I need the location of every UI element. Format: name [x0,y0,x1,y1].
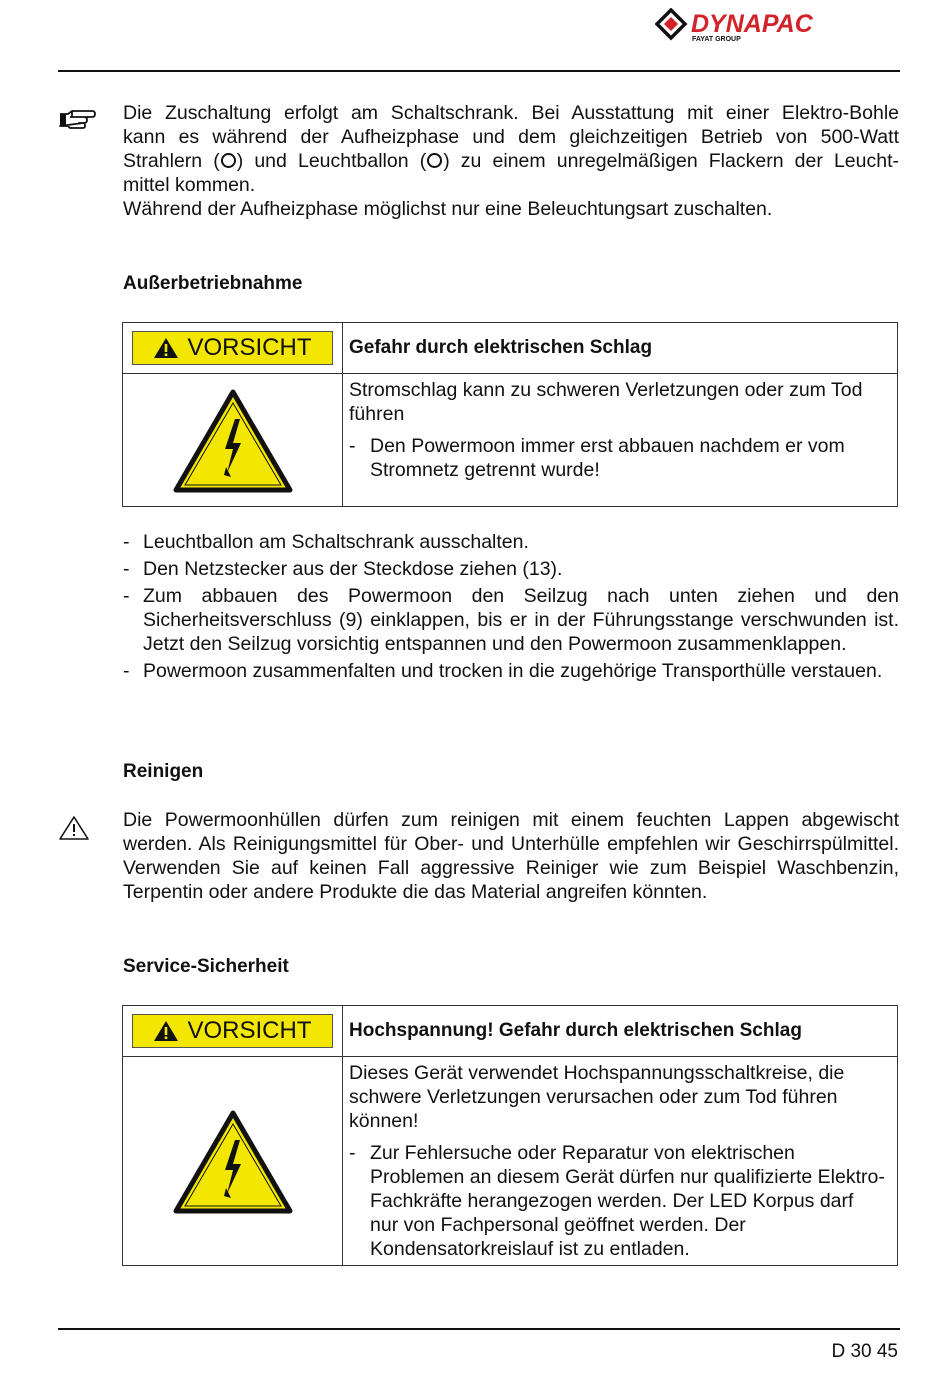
dynapac-logo [655,8,905,44]
dash: - [123,558,130,580]
fayat-diamond-icon [657,10,685,38]
warning-text: Stromschlag kann zu schweren Verletzungen oder zum Tod führen [349,379,863,425]
circle-symbol-icon [221,153,236,168]
caution-label [132,1014,333,1048]
dash: - [123,531,130,553]
caution-label [132,331,333,365]
section-heading-ausserbetriebnahme: Außerbetriebnahme [123,273,303,294]
brand-name: DYNAPAC [691,10,813,38]
high-voltage-icon [173,389,293,493]
intro-line: Während der Aufheizphase möglichst nur eine Beleuchtungsart zuschalten. [123,198,773,220]
warning-text: Dieses Gerät verwendet Hochspannungsschaltkreise, die schwere Verletzungen verursachen oder zum Tod führen können! [349,1062,845,1132]
high-voltage-icon [173,1110,293,1214]
list-item-text: Leuchtballon am Schaltschrank ausschalten. [143,531,529,553]
list-item-text: Den Netzstecker aus der Steckdose ziehen (13). [143,558,563,580]
caution-label-text: VORSICHT [187,334,312,361]
list-item [123,530,899,554]
warning-triangle-icon [153,337,179,359]
dash: - [349,435,356,457]
footer-rule [58,1328,900,1330]
intro-line3-c: ) zu einem unregelmäßigen Flackern der Leucht- [443,150,899,172]
intro-line: kann es während der Aufheizphase und dem gleichzeitigen Betrieb von 500-Watt [123,126,899,148]
shutdown-steps-list [123,530,899,686]
header-rule [58,70,900,72]
page-id: D 30 45 [831,1341,898,1362]
warning-title: Gefahr durch elektrischen Schlag [349,337,653,358]
warning-box-electric-shock [122,322,898,507]
list-item [123,584,899,656]
pointing-hand-icon [58,106,96,130]
warning-triangle-icon [153,1020,179,1042]
dash: - [123,585,130,607]
warning-box-high-voltage [122,1005,898,1266]
list-item-text: Powermoon zusammenfalten und trocken in die zugehörige Transporthülle verstauen. [143,660,883,682]
cleaning-paragraph: Die Powermoonhüllen dürfen zum reinigen mit einem feuchten Lappen abgewischt werden. Als Reinigungsmittel für Ober- und Unterhülle empfehlen wir Geschirrspülmittel. Verwenden Sie auf keinen Fall aggressive Reiniger wie zum Beispiel Waschbenzin, Terpentin oder andere Produkte die das Material angreifen könnten. [123,809,899,903]
warning-instruction [349,434,887,482]
intro-line: mittel kommen. [123,174,256,196]
intro-line [123,149,899,173]
list-item-text: Zum abbauen des Powermoon den Seilzug nach unten ziehen und den Sicherheitsverschluss (9) einklappen, bis er in der Führungsstange verschwunden ist. Jetzt den Seilzug vorsichtig entspannen und den Powermoon zusammenklappen. [143,585,899,655]
warning-instruction [349,1141,887,1261]
section-heading-service-sicherheit: Service-Sicherheit [123,956,289,977]
circle-symbol-icon [427,153,442,168]
warning-instruction-text: Den Powermoon immer erst abbauen nachdem er vom Stromnetz getrennt wurde! [370,435,845,481]
intro-line3-a: Strahlern ( [123,150,220,172]
intro-paragraph [123,101,899,221]
dash: - [123,660,130,682]
section-heading-reinigen: Reinigen [123,761,204,782]
intro-line3-b: ) und Leuchtballon ( [236,150,427,172]
caution-label-text: VORSICHT [187,1017,312,1044]
warning-instruction-text: Zur Fehlersuche oder Reparatur von elektrischen Problemen an diesem Gerät dürfen nur qualifizierte Elektro-Fachkräfte herangezogen werden. Der LED Korpus darf nur von Fachpersonal geöffnet werden. Der Kondensatorkreislauf ist zu entladen. [370,1142,885,1260]
dash: - [349,1142,356,1164]
caution-triangle-icon [58,815,90,841]
warning-title: Hochspannung! Gefahr durch elektrischen Schlag [349,1020,802,1041]
brand-subtitle: FAYAT GROUP [692,36,741,43]
intro-line: Die Zuschaltung erfolgt am Schaltschrank. Bei Ausstattung mit einer Elektro-Bohle [123,102,899,124]
list-item [123,557,899,581]
list-item [123,659,899,683]
